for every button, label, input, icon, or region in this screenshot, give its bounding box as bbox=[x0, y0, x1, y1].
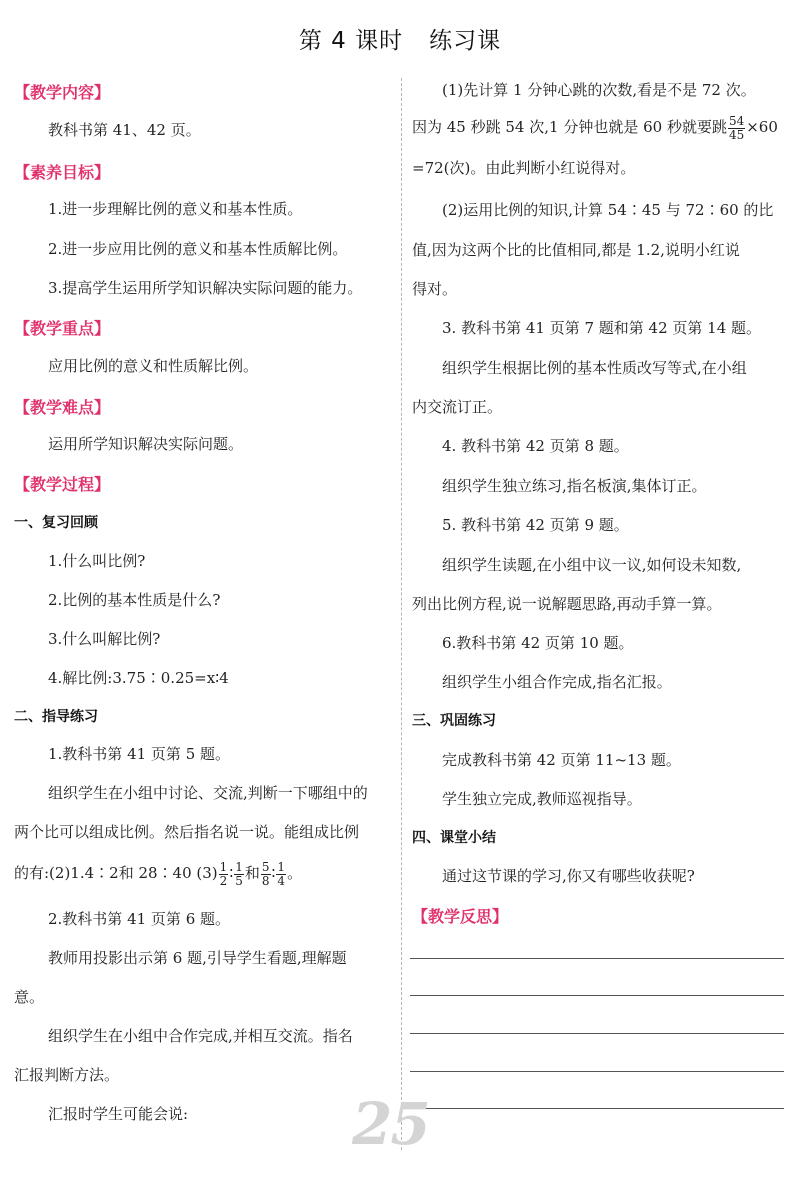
content-text: 教科书第 41、42 页。 bbox=[48, 121, 201, 139]
exercise-6-desc: 组织学生小组合作完成,指名汇报。 bbox=[442, 673, 672, 691]
consolidate-text: 学生独立完成,教师巡视指导。 bbox=[442, 790, 642, 808]
page-title bbox=[0, 22, 800, 55]
exercise-6: 6.教科书第 42 页第 10 题。 bbox=[442, 634, 634, 652]
reflection-line bbox=[410, 995, 784, 996]
goal-item: 3.提高学生运用所学知识解决实际问题的能力。 bbox=[48, 279, 363, 297]
fraction: $\frac{1}{2}$ bbox=[219, 859, 228, 888]
guide-header: 二、指导练习 bbox=[14, 709, 98, 725]
review-item: 4.解比例:3.75∶0.25=x∶4 bbox=[48, 669, 229, 687]
reflection-line bbox=[410, 1108, 784, 1109]
summary-header: 四、课堂小结 bbox=[412, 830, 496, 846]
lesson-title: 练习课 bbox=[429, 28, 502, 54]
exercise-2-report: 汇报时学生可能会说: bbox=[48, 1105, 189, 1123]
reflection-line bbox=[410, 1071, 784, 1072]
answer-2: 得对。 bbox=[412, 280, 458, 298]
answer-1: =72(次)。由此判断小红说得对。 bbox=[412, 159, 636, 177]
exercise-4: 4. 教科书第 42 页第 8 题。 bbox=[442, 437, 629, 455]
focus-text: 应用比例的意义和性质解比例。 bbox=[48, 357, 259, 375]
goal-item: 2.进一步应用比例的意义和基本性质解比例。 bbox=[48, 240, 348, 258]
exercise-4-desc: 组织学生独立练习,指名板演,集体订正。 bbox=[442, 477, 707, 495]
exercise-2-desc: 教师用投影出示第 6 题,引导学生看题,理解题 bbox=[48, 949, 347, 967]
exercise-3-desc: 组织学生根据比例的基本性质改写等式,在小组 bbox=[442, 359, 747, 377]
exercise-5-desc: 组织学生读题,在小组中议一议,如何设未知数, bbox=[442, 556, 742, 574]
consolidate-text: 完成教科书第 42 页第 11~13 题。 bbox=[442, 751, 681, 769]
review-item: 3.什么叫解比例? bbox=[48, 630, 161, 648]
exercise-1-answer: 的有:(2)1.4∶2和 28∶40 (3) $\frac{1}{2}$ ∶ $\frac{1}{5}$ 和 $\frac{5}{8}$ ∶ $\frac{1}{4}$ 。 bbox=[14, 859, 303, 888]
page-number: 25 bbox=[352, 1090, 429, 1158]
answer-1: 因为 45 秒跳 54 次,1 分钟也就是 60 秒就要跳 $\frac{54}{45}$ ×60 bbox=[412, 113, 778, 142]
exercise-2-desc2: 组织学生在小组中合作完成,并相互交流。指名 bbox=[48, 1027, 353, 1045]
focus-header: 【教学重点】 bbox=[14, 319, 111, 338]
fraction: $\frac{54}{45}$ bbox=[728, 113, 745, 142]
answer-2: 值,因为这两个比的比值相同,都是 1.2,说明小红说 bbox=[412, 241, 740, 259]
review-item: 1.什么叫比例? bbox=[48, 552, 146, 570]
exercise-1-desc: 组织学生在小组中讨论、交流,判断一下哪组中的 bbox=[48, 784, 368, 802]
reflection-line bbox=[410, 958, 784, 959]
goals-header: 【素养目标】 bbox=[14, 163, 111, 182]
fraction: $\frac{1}{5}$ bbox=[235, 859, 243, 888]
fraction: $\frac{1}{4}$ bbox=[277, 859, 286, 888]
exercise-3: 3. 教科书第 41 页第 7 题和第 42 页第 14 题。 bbox=[442, 319, 762, 337]
exercise-1: 1.教科书第 41 页第 5 题。 bbox=[48, 745, 231, 763]
goal-item: 1.进一步理解比例的意义和基本性质。 bbox=[48, 200, 303, 218]
fraction: $\frac{5}{8}$ bbox=[261, 859, 270, 888]
exercise-2-desc: 意。 bbox=[14, 988, 45, 1006]
reflection-header: 【教学反思】 bbox=[412, 907, 509, 926]
process-header: 【教学过程】 bbox=[14, 475, 111, 494]
review-header: 一、复习回顾 bbox=[14, 515, 98, 531]
exercise-5: 5. 教科书第 42 页第 9 题。 bbox=[442, 516, 629, 534]
exercise-2-desc2: 汇报判断方法。 bbox=[14, 1066, 120, 1084]
content-header: 【教学内容】 bbox=[14, 83, 111, 102]
difficulty-header: 【教学难点】 bbox=[14, 398, 111, 417]
exercise-5-desc: 列出比例方程,说一说解题思路,再动手算一算。 bbox=[412, 595, 722, 613]
lesson-number: 第 4 课时 bbox=[298, 28, 404, 54]
exercise-3-desc: 内交流订正。 bbox=[412, 398, 503, 416]
summary-text: 通过这节课的学习,你又有哪些收获呢? bbox=[442, 867, 695, 885]
answer-1: (1)先计算 1 分钟心跳的次数,看是不是 72 次。 bbox=[442, 81, 756, 99]
review-item: 2.比例的基本性质是什么? bbox=[48, 591, 221, 609]
answer-2: (2)运用比例的知识,计算 54∶45 与 72∶60 的比 bbox=[442, 201, 774, 219]
exercise-2: 2.教科书第 41 页第 6 题。 bbox=[48, 910, 231, 928]
reflection-line bbox=[410, 1033, 784, 1034]
difficulty-text: 运用所学知识解决实际问题。 bbox=[48, 435, 244, 453]
exercise-1-desc: 两个比可以组成比例。然后指名说一说。能组成比例 bbox=[14, 823, 360, 841]
consolidate-header: 三、巩固练习 bbox=[412, 713, 496, 729]
column-divider bbox=[401, 78, 402, 1150]
